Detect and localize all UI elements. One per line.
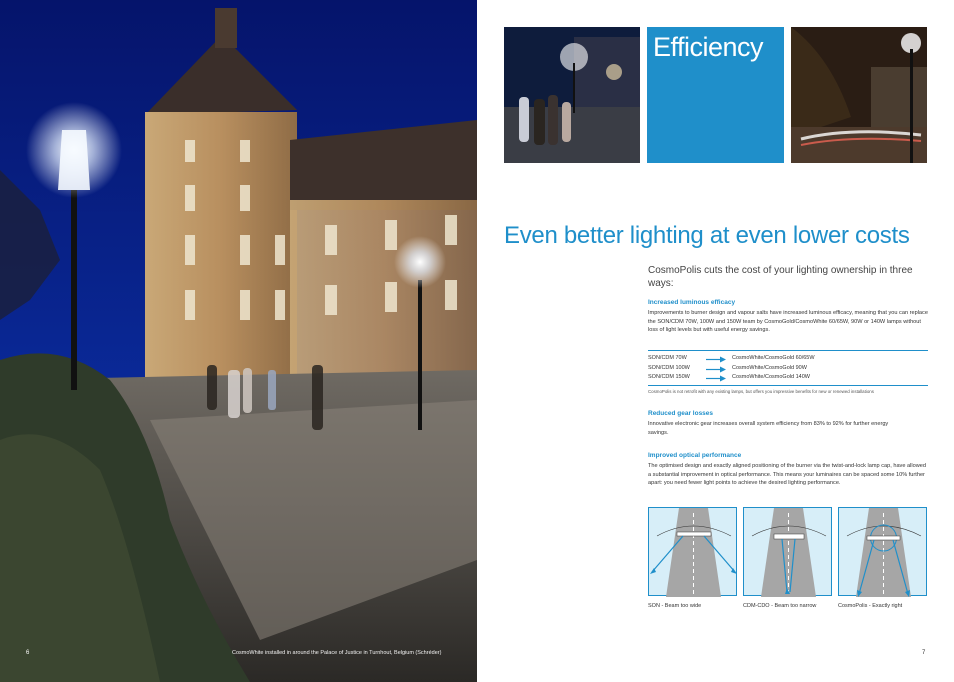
table-to: CosmoWhite/CosmoGold 90W	[732, 365, 807, 371]
page-headline: Even better lighting at even lower costs	[504, 222, 910, 249]
heading-luminous-efficacy: Increased luminous efficacy	[648, 299, 736, 306]
diagram-cdm	[743, 507, 832, 596]
table-to: CosmoWhite/CosmoGold 60/65W	[732, 355, 815, 361]
pedestrians-photo	[504, 27, 640, 163]
beam-correct-diagram	[839, 508, 928, 597]
table-from: SON/CDM 100W	[648, 365, 690, 371]
arrow-right-icon	[706, 375, 726, 384]
table-from: SON/CDM 150W	[648, 374, 690, 380]
heading-gear-losses: Reduced gear losses	[648, 410, 714, 417]
arrow-right-icon	[706, 356, 726, 365]
diagram-cosmopolis	[838, 507, 927, 596]
body-luminous-efficacy: Improvements to burner design and vapour salts have increased luminous efficacy, meaning that you can replace the SON/CDM 70W, 100W and 150W team by CosmoGold/CosmoWhite 60/65W, 90W or 140W lamps without loss of light levels but with useful energy savings.	[648, 310, 928, 334]
body-optical-performance: The optimised design and exactly aligned positioning of the burner via the twist-and-lock lamp cap, have allowed a substantial improvement in optical performance. This means your luminaires can be spaced some 10% further apart: you need fewer light points to achieve the desired lighting performance.	[648, 463, 926, 487]
body-gear-losses: Innovative electronic gear increases overall system efficiency from 83% to 92% for further energy savings.	[648, 421, 889, 436]
diagram-caption: CosmoPolis - Exactly right	[838, 603, 903, 609]
page-number-left: 6	[26, 650, 30, 656]
beam-narrow-diagram	[744, 508, 833, 597]
street-traffic-photo	[791, 27, 927, 163]
beam-wide-diagram	[649, 508, 738, 597]
diagram-caption: CDM-CDO - Beam too narrow	[743, 603, 817, 609]
efficiency-title-box	[647, 27, 784, 163]
table-row	[648, 355, 928, 364]
page-number-right: 7	[922, 650, 926, 656]
table-row	[648, 365, 928, 374]
diagram-caption: SON - Beam too wide	[648, 603, 702, 609]
table-bottom-rule	[648, 385, 928, 386]
table-note: CosmoPolis is not retrofit with any existing lamps, but offers you impressive benefits for new or renewed installations	[648, 389, 874, 394]
section-title: Efficiency	[653, 32, 764, 62]
table-to: CosmoWhite/CosmoGold 140W	[732, 374, 810, 380]
table-from: SON/CDM 70W	[648, 355, 687, 361]
intro-text: CosmoPolis cuts the cost of your lighting ownership in three ways:	[648, 265, 913, 289]
right-page	[477, 0, 954, 682]
diagram-son	[648, 507, 737, 596]
table-row	[648, 374, 928, 383]
heading-optical-performance: Improved optical performance	[648, 452, 742, 459]
photo-caption: CosmoWhite installed in around the Palace of Justice in Turnhout, Belgium (Schréder)	[232, 650, 442, 656]
table-top-rule	[648, 350, 928, 351]
